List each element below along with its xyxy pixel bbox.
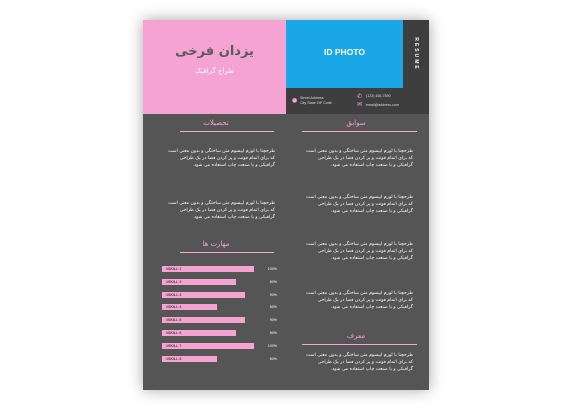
skill-row xyxy=(162,329,277,337)
skill-row xyxy=(162,355,277,363)
id-photo-placeholder xyxy=(286,20,403,88)
id-photo-label: ID PHOTO xyxy=(324,47,365,57)
experience-item-4: طرحچنا با لورم ایپسوم متن ساختگی و بدون معنی است که برای اتمام فونت و پر کردن فضا در یک طراحی گرافیکی و یا صنعت چاپ استفاده می شود. xyxy=(306,291,413,311)
address-line2: City State ZIP Code xyxy=(300,101,332,105)
skill-percent: 80% xyxy=(269,331,277,335)
contact-bar xyxy=(286,88,429,114)
about-title: معرف xyxy=(346,332,366,340)
skill-label: #SKILL 1 xyxy=(166,267,182,271)
skill-row xyxy=(162,342,277,350)
skill-row xyxy=(162,278,277,286)
location-pin-icon: ● xyxy=(292,97,298,104)
skills-title: مهارت ها xyxy=(202,240,230,248)
address-line1: Street Address xyxy=(300,96,324,100)
skill-percent: 100% xyxy=(267,267,277,271)
email-icon: ✉ xyxy=(357,101,363,108)
education-title: تحصیلات xyxy=(203,119,229,127)
phone-number: (123) 456-7890 xyxy=(366,94,391,98)
about-text: طرحچنا با لورم ایپسوم متن ساختگی و بدون معنی است که برای اتمام فونت و پر کردن فضا در یک طراحی گرافیکی و یا صنعت چاپ استفاده می شود. xyxy=(306,353,413,373)
skill-percent: 60% xyxy=(269,356,277,361)
skills-divider xyxy=(180,252,274,253)
skill-percent: 80% xyxy=(269,279,277,284)
skill-label: #SKILL 7 xyxy=(166,343,182,348)
education-divider xyxy=(180,131,274,132)
skill-label: #SKILL 4 xyxy=(166,305,182,310)
skill-label: #SKILL 3 xyxy=(166,292,182,297)
resume-strip xyxy=(403,20,429,88)
skill-percent: 100% xyxy=(267,343,277,348)
experience-item-3: طرحچنا با لورم ایپسوم متن ساختگی و بدون معنی است که برای اتمام فونت و پر کردن فضا در یک طراحی گرافیکی و یا صنعت چاپ استفاده می شود. xyxy=(306,242,413,262)
experience-divider xyxy=(302,131,417,132)
person-name: یزدان فرخی xyxy=(175,44,254,59)
experience-title: سوابق xyxy=(346,119,366,127)
resume-label: RESUME xyxy=(413,37,419,71)
education-item-1: طرحچنا با لورم ایپسوم متن ساختگی و بدون معنی است که برای اتمام فونت و پر کردن فضا در یک طراحی گرافیکی و یا صنعت چاپ استفاده می شود. xyxy=(168,149,275,169)
skill-label: #SKILL 5 xyxy=(166,318,182,323)
skill-percent: 90% xyxy=(269,318,277,323)
experience-item-2: طرحچنا با لورم ایپسوم متن ساختگی و بدون معنی است که برای اتمام فونت و پر کردن فضا در یک طراحی گرافیکی و یا صنعت چاپ استفاده می شود. xyxy=(306,195,413,215)
skill-label: #SKILL 8 xyxy=(166,356,182,361)
email-address: email@address.com xyxy=(366,103,399,107)
skill-percent: 60% xyxy=(269,305,277,310)
skill-label: #SKILL 2 xyxy=(166,279,182,284)
experience-item-1: طرحچنا با لورم ایپسوم متن ساختگی و بدون معنی است که برای اتمام فونت و پر کردن فضا در یک طراحی گرافیکی و یا صنعت چاپ استفاده می شود. xyxy=(306,149,413,169)
skill-row xyxy=(162,291,277,299)
education-item-2: طرحچنا با لورم ایپسوم متن ساختگی و بدون معنی است که برای اتمام فونت و پر کردن فضا در یک طراحی گرافیکی و یا صنعت چاپ استفاده می شود. xyxy=(168,201,275,221)
skill-row xyxy=(162,316,277,324)
skill-percent: 90% xyxy=(269,292,277,297)
name-header xyxy=(143,20,286,114)
skill-row xyxy=(162,265,277,273)
phone-icon: ✆ xyxy=(357,93,363,100)
skill-label: #SKILL 6 xyxy=(166,331,182,335)
about-divider xyxy=(302,344,417,345)
resume-sheet xyxy=(143,20,429,390)
skill-row xyxy=(162,303,277,311)
job-title: طراح گرافیک xyxy=(195,67,234,75)
